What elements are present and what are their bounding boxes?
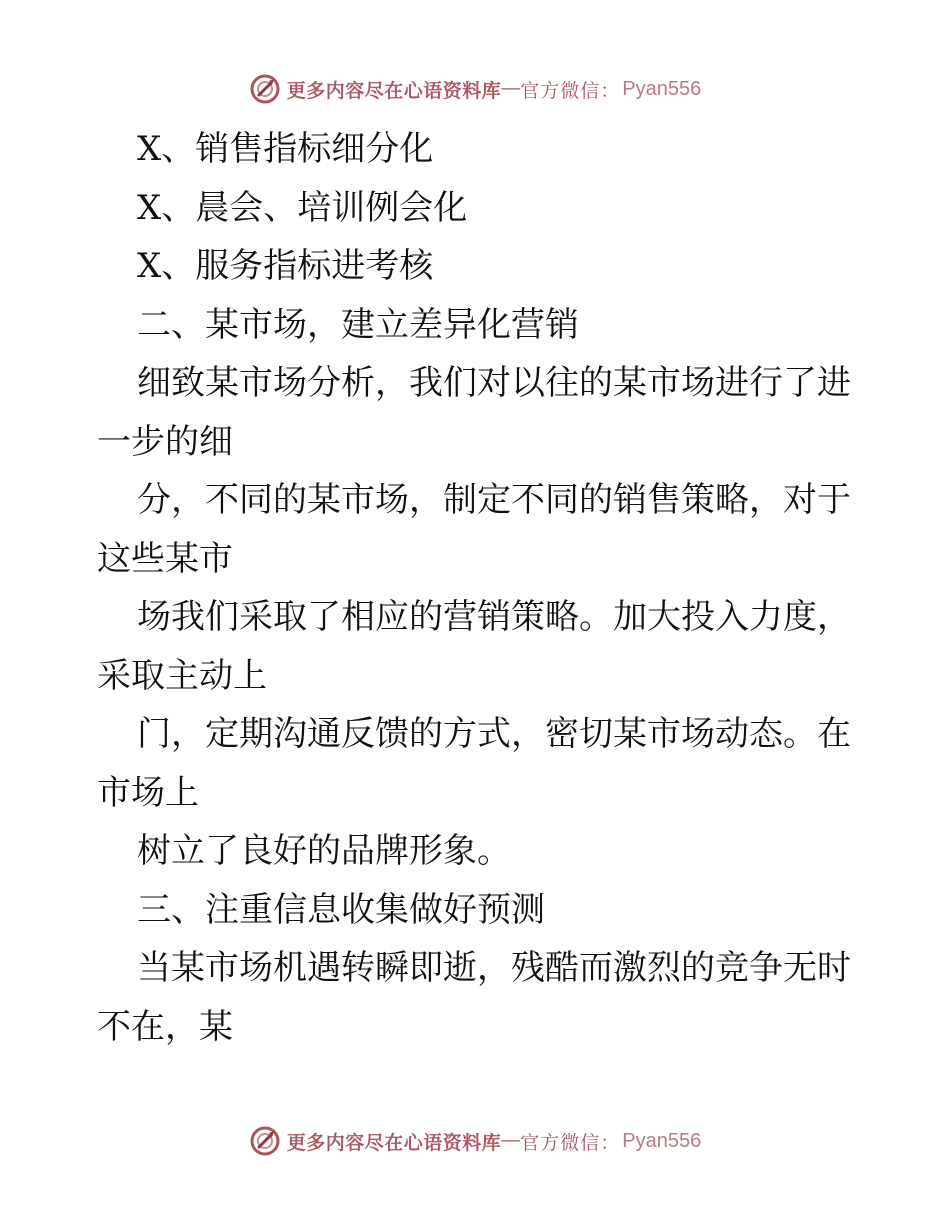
section-heading: 三、注重信息收集做好预测 (137, 889, 545, 930)
text-line: 分，不同的某市场，制定不同的销售策略，对于 (137, 480, 851, 520)
text-line: X、服务指标进考核 (137, 246, 434, 286)
text-line: 市场上 (97, 772, 199, 813)
text-line: 这些某市 (97, 538, 233, 579)
banner-wechat-id: Pyan556 (622, 1129, 702, 1152)
banner-wechat-label: 官方微信： (520, 80, 621, 102)
text-line: 门，定期沟通反馈的方式，密切某市场动态。在 (137, 714, 851, 754)
logo-icon (249, 1125, 281, 1157)
text-line: 细致某市场分析，我们对以往的某市场进行了进 (137, 363, 851, 403)
banner-title: 更多内容尽在心语资料库 (286, 80, 502, 102)
logo-icon (249, 73, 281, 105)
text-line: 不在，某 (97, 1006, 233, 1047)
banner-wechat-id: Pyan556 (622, 77, 702, 100)
banner-separator: — (501, 78, 521, 99)
footer-watermark-banner (0, 1124, 950, 1158)
text-line: 当某市场机遇转瞬即逝，残酷而激烈的竞争无时 (137, 948, 851, 988)
text-line: 一步的细 (97, 421, 233, 462)
text-line: 场我们采取了相应的营销策略。加大投入力度， (137, 597, 851, 637)
banner-title: 更多内容尽在心语资料库 (286, 1132, 502, 1154)
text-line: X、晨会、培训例会化 (137, 187, 468, 228)
text-line: X、销售指标细分化 (137, 129, 434, 169)
text-line: 采取主动上 (97, 655, 267, 696)
banner-separator: — (501, 1130, 521, 1151)
banner-wechat-label: 官方微信： (520, 1132, 621, 1154)
header-watermark-banner (0, 72, 950, 106)
document-body (97, 120, 857, 1056)
section-heading: 二、某市场，建立差异化营销 (137, 304, 579, 345)
text-line: 树立了良好的品牌形象。 (137, 831, 511, 871)
